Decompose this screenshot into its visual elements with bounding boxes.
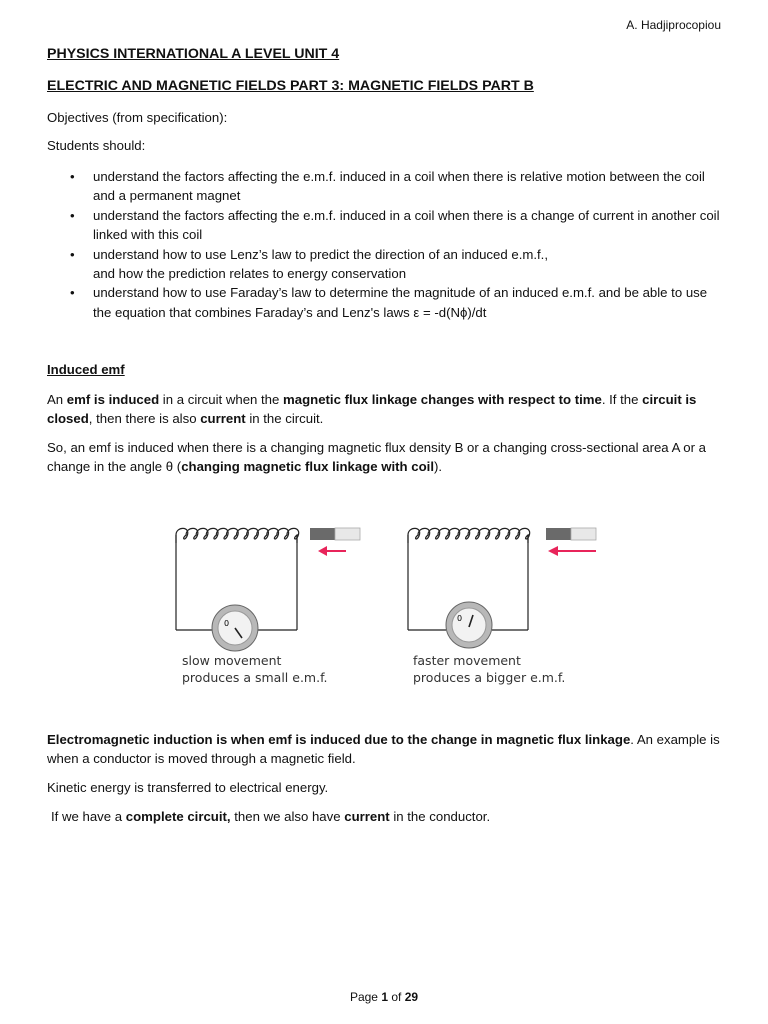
caption-left: slow movement produces a small e.m.f.: [182, 653, 328, 685]
left-circuit: [176, 528, 360, 651]
bullet-icon: •: [70, 207, 75, 223]
paragraph-energy-transfer: Kinetic energy is transferred to electrical energy.: [47, 780, 329, 795]
svg-text:0: 0: [224, 619, 230, 628]
coil-left: [176, 528, 299, 543]
paragraph-complete-circuit: If we have a complete circuit, then we also have current in the conductor.: [51, 809, 491, 824]
caption-right: faster movement produces a bigger e.m.f.: [413, 653, 566, 685]
objectives-list: [47, 167, 727, 322]
paragraph-induced-emf: An emf is induced in a circuit when the magnetic flux linkage changes with respect to time. If the circuit is closed, then there is also current in the circuit.: [47, 392, 697, 427]
right-circuit: [408, 528, 596, 648]
author-name: A. Hadjiprocopiou: [626, 18, 721, 32]
bar-magnet-right-icon: [546, 528, 596, 540]
list-item: • understand the factors affecting the e.m.f. induced in a coil when there is a change of current in another coil linked with this coil: [70, 207, 720, 243]
coil-right: [408, 528, 530, 543]
galvanometer-left-icon: [212, 605, 258, 651]
document-title: PHYSICS INTERNATIONAL A LEVEL UNIT 4: [47, 46, 340, 62]
arrow-left-short-icon: [318, 546, 346, 556]
svg-text:0: 0: [457, 614, 463, 623]
arrow-left-long-icon: [548, 546, 596, 556]
bar-magnet-left-icon: [310, 528, 360, 540]
document-subtitle: ELECTRIC AND MAGNETIC FIELDS PART 3: MAGNETIC FIELDS PART B: [47, 78, 534, 94]
paragraph-electromagnetic-induction: Electromagnetic induction is when emf is induced due to the change in magnetic flux linkage. An example is when a conductor is moved through a magnetic field.: [47, 732, 720, 767]
list-item: • understand how to use Lenz’s law to predict the direction of an induced e.m.f., and how the prediction relates to energy conservation: [70, 246, 549, 282]
induction-figure: [160, 515, 610, 695]
induced-emf-heading: Induced emf: [47, 362, 125, 377]
bullet-icon: •: [70, 246, 75, 262]
paragraph-changing-flux: So, an emf is induced when there is a changing magnetic flux density B or a changing cross-sectional area A or a change in the angle θ (changing magnetic flux linkage with coil).: [47, 440, 707, 475]
list-item: • understand the factors affecting the e.m.f. induced in a coil when there is relative motion between the coil and a permanent magnet: [70, 169, 705, 204]
page-number: Page 1 of 29: [349, 990, 419, 1004]
galvanometer-right-icon: [446, 602, 492, 648]
bullet-icon: •: [70, 169, 75, 184]
students-label: Students should:: [47, 138, 146, 153]
list-item: • understand how to use Faraday’s law to determine the magnitude of an induced e.m.f. and be able to use the equation that combines Faraday’s and Lenz's laws ε = -d(Nϕ)/dt: [70, 285, 708, 320]
objectives-label: Objectives (from specification):: [47, 110, 228, 125]
bullet-icon: •: [70, 285, 75, 301]
